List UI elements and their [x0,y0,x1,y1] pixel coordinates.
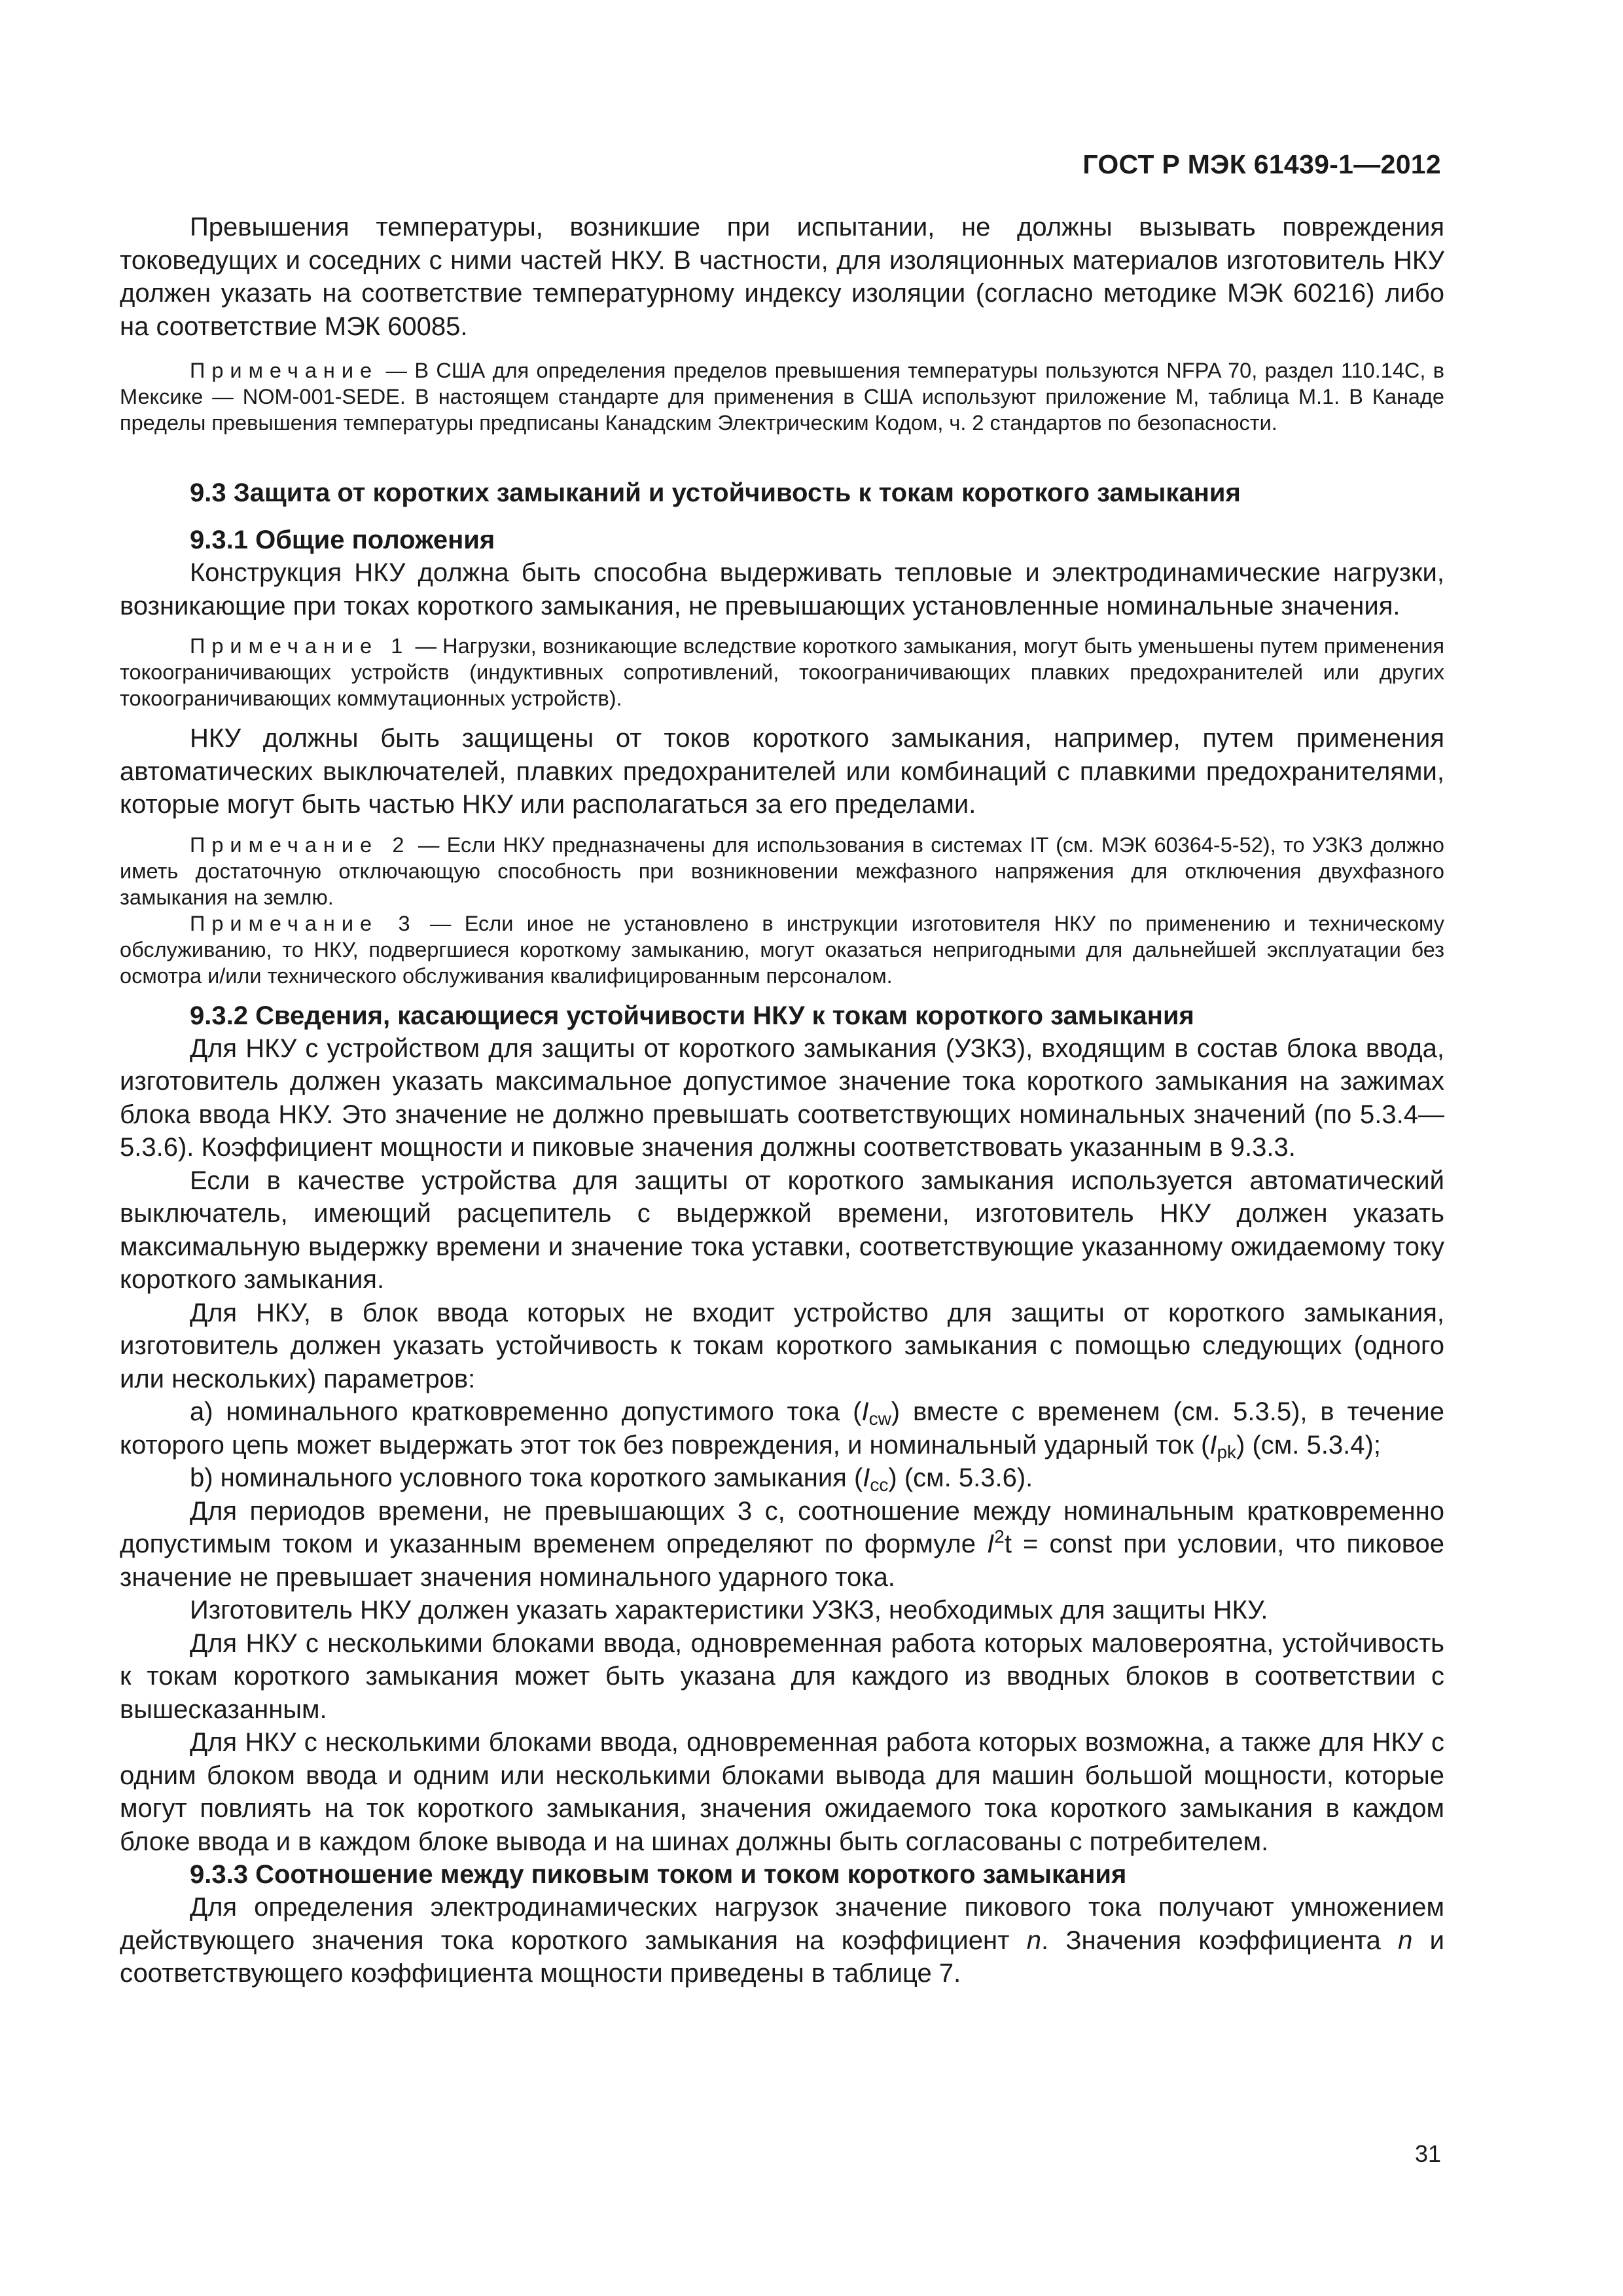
para-text: Для определения электродинамических нагрузок значение пикового тока получают умножением действующего значения тока короткого замыкания на коэффициент [120,1893,1444,1955]
note-label: Примечание 3 [190,911,417,935]
note-text: — Нагрузки, возникающие вследствие короткого замыкания, могут быть уменьшены путем применения токоограничивающих устройств (индуктивных сопротивлений, токоограничивающих плавких предохранителей или других токоограничивающих коммутационных устройств). [120,634,1444,710]
section-9-3-1-heading: 9.3.1 Общие положения [190,526,495,554]
note-2 [120,832,1444,910]
paragraph-9-3-2-1: Для НКУ с устройством для защиты от короткого замыкания (УЗКЗ), входящим в состав блока ввода, изготовитель должен указать максимальное допустимое значение тока короткого замыкания на зажимах блока ввода НКУ. Это значение не должно превышать соответствующих номинальных значений (по 5.3.4—5.3.6). Коэффициент мощности и пиковые значения должны соответствовать указанным в 9.3.3. [120,1033,1444,1162]
note-text: — В США для определения пределов превышения температуры пользуются NFPA 70, раздел 110.14C, в Мексике — NOM-001-SEDE. В настоящем стандарте для применения в США используют приложение M, таблица M.1. В Канаде пределы превышения температуры предписаны Канадским Электрическим Кодом, ч. 2 стандартов по безопасности. [120,359,1444,435]
section-9-3-heading: 9.3 Защита от коротких замыканий и устойчивость к токам короткого замыкания [190,478,1241,507]
note-usa [120,357,1444,436]
note-1 [120,633,1444,711]
para-text: и соответствующего коэффициента мощности приведены в таблице 7. [120,1926,1444,1988]
symbol-n: n [1398,1926,1413,1955]
list-item-b [120,1462,1444,1495]
item-a-text: a) номинального кратковременно допустимого тока ( [190,1397,862,1426]
para-text: t = const при условии, что пиковое значение не превышает значения номинального ударного тока. [120,1530,1444,1592]
note-3 [120,910,1444,989]
paragraph-9-3-1-2: НКУ должны быть защищены от токов короткого замыкания, например, путем применения автоматических выключателей, плавких предохранителей или комбинаций с плавкими предохранителями, которые могут быть частью НКУ или располагаться за его пределами. [120,724,1444,819]
section-9-3-2-heading: 9.3.2 Сведения, касающиеся устойчивости НКУ к токам короткого замыкания [190,1001,1194,1030]
paragraph-9-3-1-1: Конструкция НКУ должна быть способна выдерживать тепловые и электродинамические нагрузки, возникающие при токах короткого замыкания, не превышающих установленные номинальные значения. [120,558,1444,620]
subscript-pk: pk [1217,1441,1237,1462]
page-number: 31 [1414,2140,1441,2167]
paragraph-9-3-2-6: Для НКУ с несколькими блоками ввода, одновременная работа которых маловероятна, устойчивость к токам короткого замыкания может быть указана для каждого из вводных блоков в соответствии с вышесказанным. [120,1628,1444,1724]
paragraph-9-3-2-2: Если в качестве устройства для защиты от короткого замыкания используется автоматический выключатель, имеющий расцепитель с выдержкой времени, изготовитель НКУ должен указать максимальную выдержку времени и значение тока уставки, соответствующие указанному ожидаемому току короткого замыкания. [120,1166,1444,1294]
para-text: Для периодов времени, не превышающих 3 с, соотношение между номинальным кратковременно допустимым током и указанным временем определяют по формуле [120,1496,1444,1558]
paragraph-9-3-3-1 [120,1891,1444,1990]
paragraph-intro: Превышения температуры, возникшие при испытании, не должны вызывать повреждения токоведущих и соседних с ними частей НКУ. В частности, для изоляционных материалов изготовитель НКУ должен указать на соответствие температурному индексу изоляции (согласно методике МЭК 60216) либо на соответствие МЭК 60085. [120,213,1444,341]
superscript-2: 2 [994,1526,1005,1547]
symbol-i: I [861,1397,869,1426]
paragraph-9-3-2-5: Изготовитель НКУ должен указать характеристики УЗКЗ, необходимых для защиты НКУ. [190,1596,1268,1624]
item-b-text: b) номинального условного тока короткого замыкания ( [190,1463,863,1492]
item-a-text: ) (см. 5.3.4); [1236,1430,1381,1460]
note-text: — Если НКУ предназначены для использования в системах IT (см. МЭК 60364-5-52), то УЗКЗ должно иметь достаточную отключающую способность при возникновении межфазного напряжения для отключения двухфазного замыкания на землю. [120,833,1444,909]
page-content [120,211,1444,1990]
note-label: Примечание [190,359,379,382]
note-label: Примечание 2 [190,833,411,857]
item-b-text: ) (см. 5.3.6). [888,1463,1033,1492]
para-text: . Значения коэффициента [1041,1926,1399,1955]
document-code-header: ГОСТ Р МЭК 61439-1—2012 [1082,149,1441,179]
symbol-i: I [1209,1430,1217,1460]
symbol-i: I [987,1530,995,1558]
subscript-cw: cw [868,1408,891,1429]
note-label: Примечание 1 [190,634,410,658]
note-text: — Если иное не установлено в инструкции изготовителя НКУ по применению и техническому обслуживанию, то НКУ, подвергшиеся короткому замыканию, могут оказаться непригодными для дальнейшей эксплуатации без осмотра и/или технического обслуживания квалифицированным персоналом. [120,911,1445,988]
paragraph-9-3-2-3: Для НКУ, в блок ввода которых не входит устройство для защиты от короткого замыкания, изготовитель должен указать устойчивость к токам короткого замыкания с помощью следующих (одного или нескольких) параметров: [120,1298,1444,1393]
list-item-a [120,1395,1444,1462]
subscript-cc: cc [870,1475,889,1495]
symbol-n: n [1026,1926,1041,1955]
symbol-i: I [863,1463,870,1492]
paragraph-9-3-2-4 [120,1495,1444,1594]
paragraph-9-3-2-7: Для НКУ с несколькими блоками ввода, одновременная работа которых возможна, а также для НКУ с одним блоком ввода и одним или несколькими блоками вывода для машин большой мощности, которые могут повлиять на ток короткого замыкания, значения ожидаемого тока короткого замыкания в каждом блоке ввода и в каждом блоке вывода и на шинах должны быть согласованы с потребителем. [120,1728,1444,1856]
item-a-text: ) вместе с временем (см. 5.3.5), в течение которого цепь может выдержать этот ток без повреждения, и номинальный ударный ток ( [120,1397,1444,1460]
section-9-3-3-heading: 9.3.3 Соотношение между пиковым током и током короткого замыкания [190,1860,1127,1889]
